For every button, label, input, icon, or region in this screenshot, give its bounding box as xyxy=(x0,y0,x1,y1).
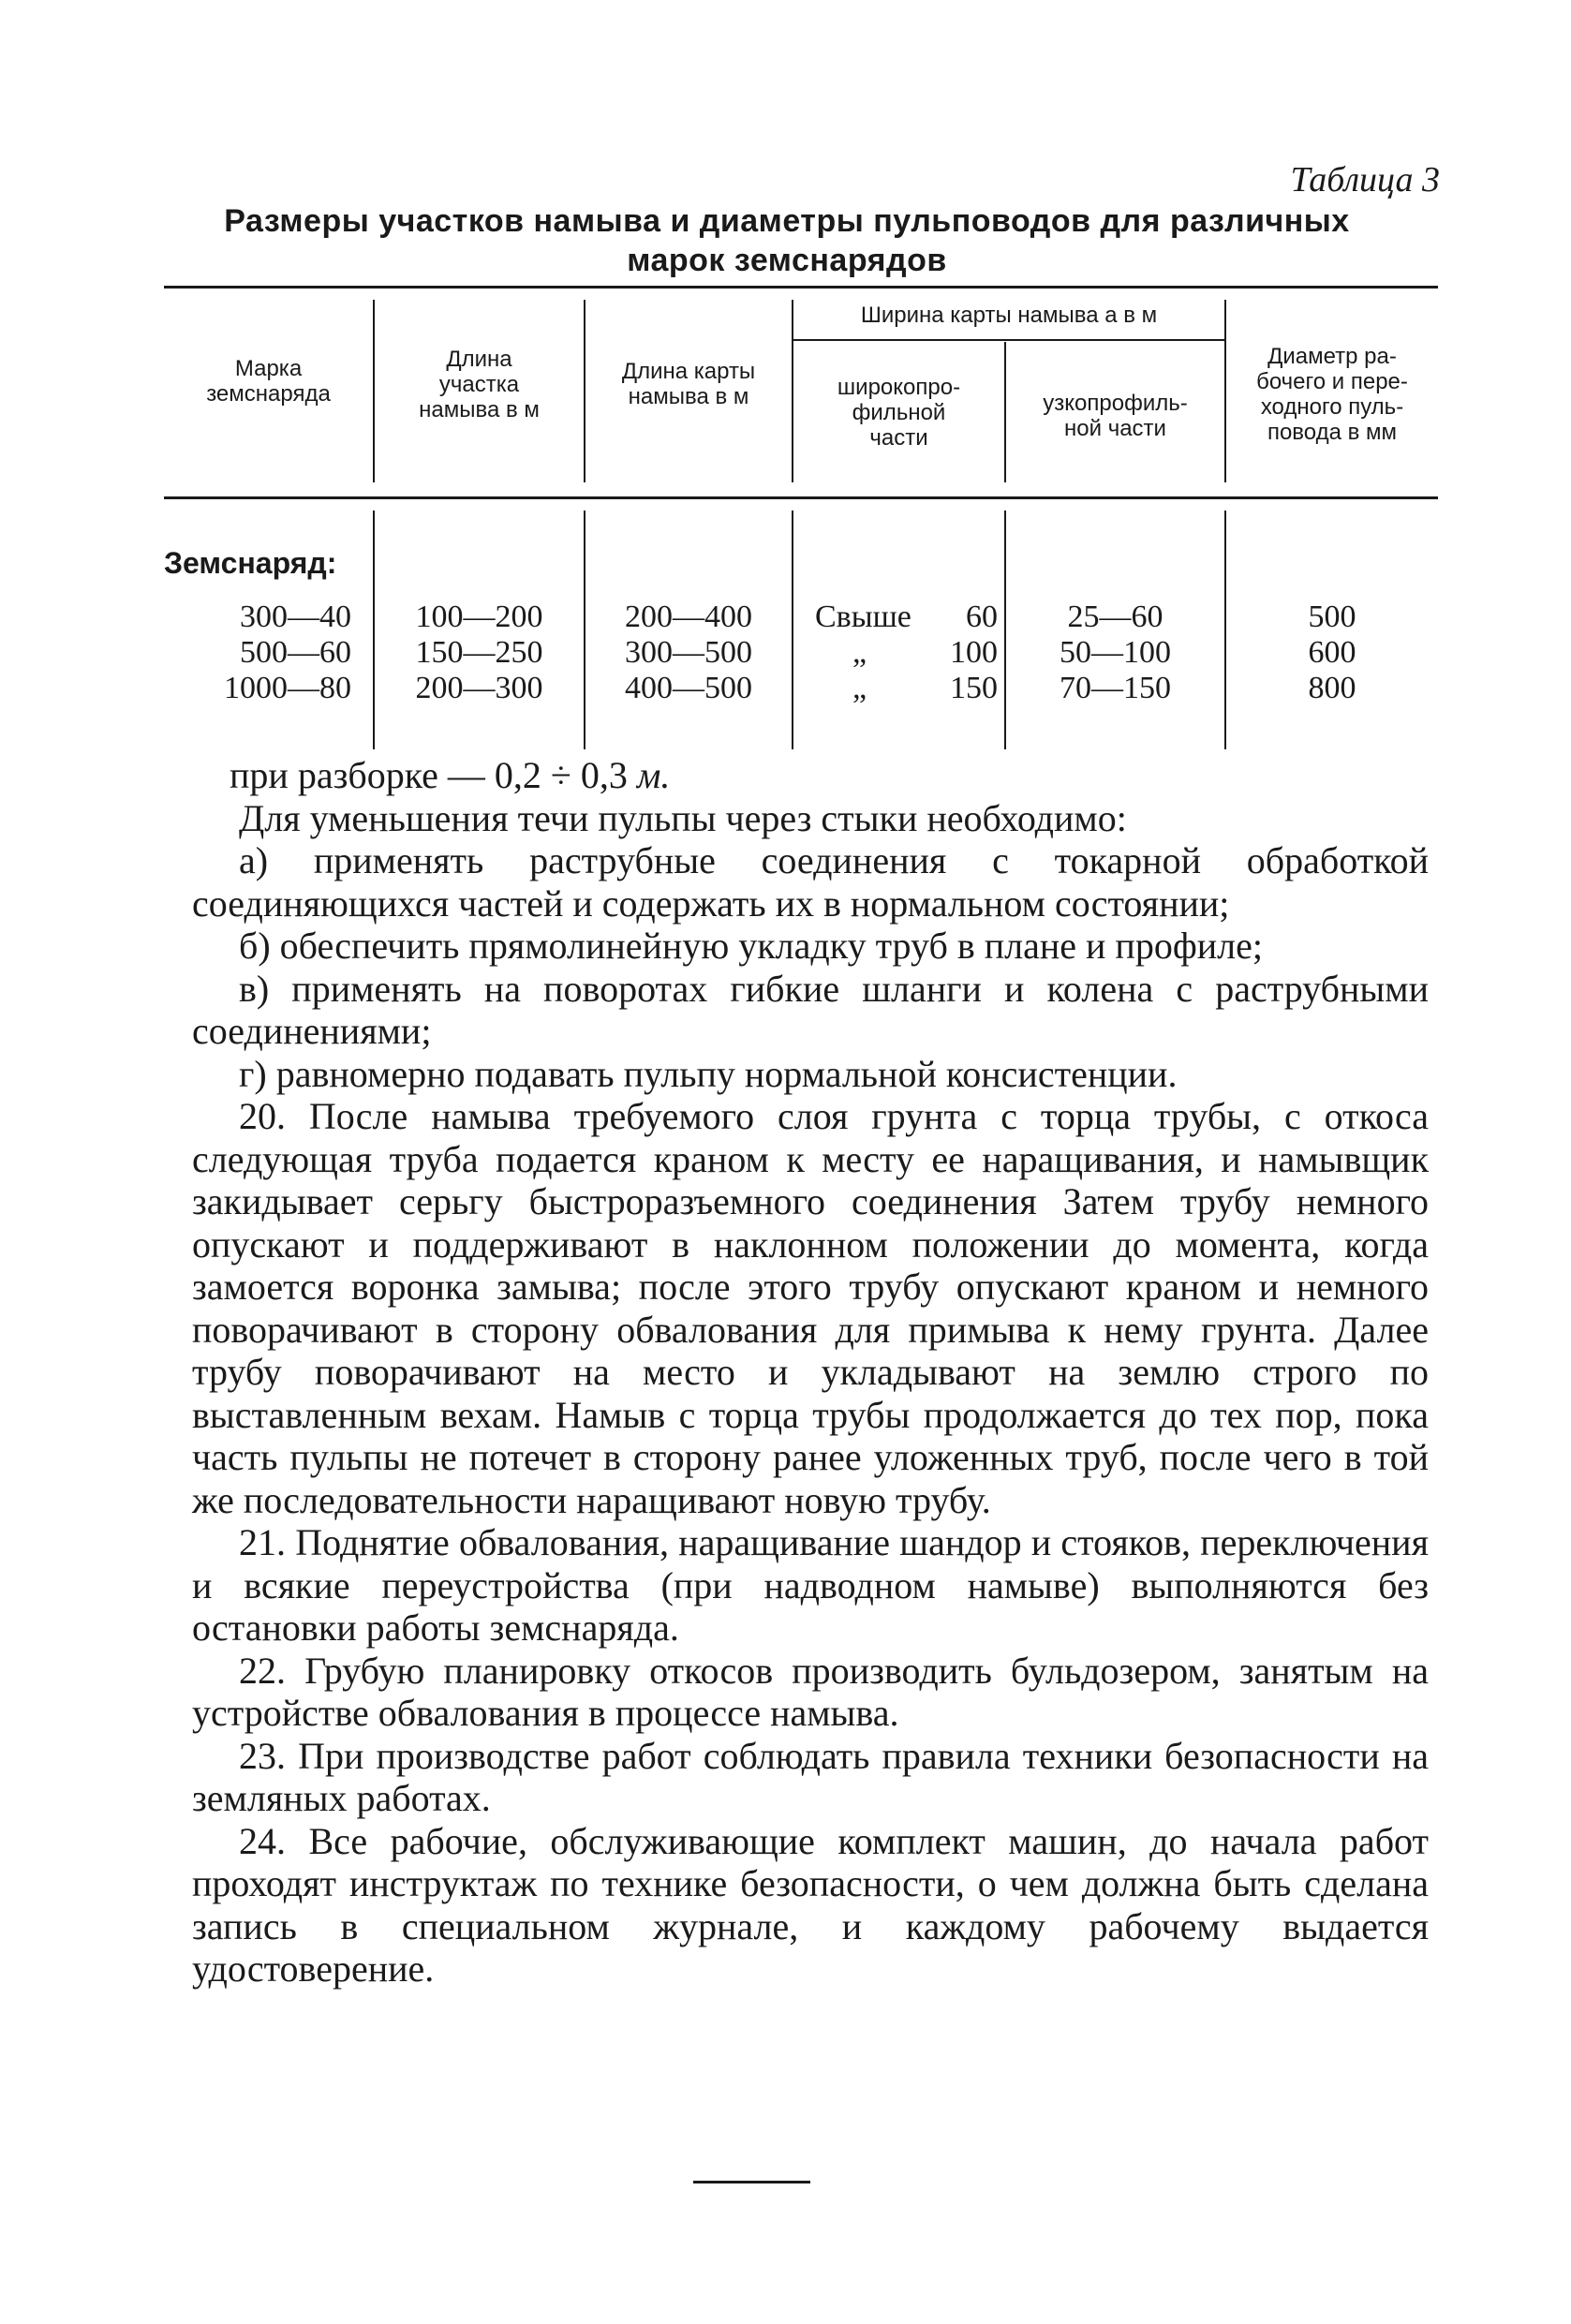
header-brand xyxy=(164,356,373,407)
header-narrow-part-line: ной части xyxy=(1064,416,1166,441)
header-pipe-diameter-line: ходного пуль- xyxy=(1260,394,1404,420)
paragraph-20: 20. После намыва требуемого слоя грунта с торца трубы, с откоса следующая труба подается краном к месту ее наращивания, и намывщик закидывает серьгу быстроразъемного соединения Затем трубу немного опускают и поддерживают в наклонном положении до момента, когда замоется воронка замыва; после этого трубу опускают краном и немного поворачивают в сторону обвалования для примыва к нему грунта. Далее трубу поворачивают на место и укладывают на землю строго по выставленным вехам. Намыв с торца трубы продолжается до тех пор, пока часть пульпы не потечет в сторону ранее уложенных труб, после чего в той же последовательности наращивают новую трубу. xyxy=(192,1095,1429,1521)
paragraph-23: 23. При производстве работ соблюдать правила техники безопасности на земляных работах. xyxy=(192,1734,1429,1819)
cell-map-length: 200—400 xyxy=(625,600,752,634)
dredger-table xyxy=(164,286,1438,749)
header-pipe-diameter xyxy=(1226,344,1438,445)
header-section-length xyxy=(375,347,584,422)
table-title xyxy=(164,201,1410,280)
unit-meters: м. xyxy=(636,754,671,796)
cell-wide-value: 60 xyxy=(966,600,998,634)
header-narrow-part-line: узкопрофиль- xyxy=(1043,391,1188,416)
header-section-length-line: участка xyxy=(438,372,520,397)
header-wide-part-line: широкопро- xyxy=(837,375,961,400)
cell-diameter: 800 xyxy=(1308,671,1356,705)
table-number-label: Таблица 3 xyxy=(1290,160,1440,200)
table-title-line-1: Размеры участков намыва и диаметры пульповодов для различных xyxy=(224,203,1350,239)
body-divider-3 xyxy=(792,511,793,749)
paragraph-dismantling-text: при разборке — 0,2 ÷ 0,3 xyxy=(230,754,637,796)
cell-narrow-width: 70—150 xyxy=(1060,671,1171,705)
paragraph-item-b: б) обеспечить прямолинейную укладку труб в плане и профиле; xyxy=(239,925,1263,967)
cell-wide-prefix: „ xyxy=(852,635,867,670)
cell-brand: 300—40 xyxy=(240,600,351,634)
paragraph-21: 21. Поднятие обвалования, наращивание шандор и стояков, переключения и всякие переустройства (при надводном намыве) выполняются без остановки работы земснаряда. xyxy=(192,1521,1429,1649)
header-pipe-diameter-line: Диаметр ра- xyxy=(1267,344,1397,369)
header-map-width-group: Ширина карты намыва a в м xyxy=(860,303,1158,328)
table-title-line-2: марок земснарядов xyxy=(627,243,947,278)
cell-diameter: 600 xyxy=(1308,635,1356,670)
cell-wide-prefix: Свыше xyxy=(815,600,911,634)
table-top-rule xyxy=(164,286,1438,289)
header-section-length-line: Длина xyxy=(446,347,512,372)
cell-wide-value: 100 xyxy=(950,635,998,670)
body-text xyxy=(192,754,1429,1991)
header-bottom-rule xyxy=(164,496,1438,499)
cell-section-length: 100—200 xyxy=(415,600,543,634)
cell-wide-value: 150 xyxy=(950,671,998,705)
header-brand-line: Марка xyxy=(234,356,303,381)
header-section-length-line: намыва в м xyxy=(419,397,540,422)
header-wide-part-line: части xyxy=(869,425,928,451)
cell-narrow-width: 50—100 xyxy=(1060,635,1171,670)
header-map-length xyxy=(585,359,792,409)
header-wide-part xyxy=(793,375,1004,451)
paragraph-24: 24. Все рабочие, обслуживающие комплект машин, до начала работ проходят инструктаж по технике безопасности, о чем должна быть сделана запись в специальном журнале, и каждому рабочему выдается удостоверение. xyxy=(192,1819,1429,1990)
header-narrow-part xyxy=(1006,391,1224,441)
cell-narrow-width: 25—60 xyxy=(1067,600,1163,634)
header-map-length-line: Длина карты xyxy=(621,359,756,384)
header-map-length-line: намыва в м xyxy=(628,384,749,409)
dredger-group-label: Земснаряд: xyxy=(164,546,337,580)
cell-section-length: 150—250 xyxy=(415,635,543,670)
header-brand-line: земснаряда xyxy=(206,381,331,407)
cell-brand: 1000—80 xyxy=(224,671,351,705)
cell-map-length: 300—500 xyxy=(625,635,752,670)
header-pipe-diameter-line: повода в мм xyxy=(1267,420,1398,445)
cell-section-length: 200—300 xyxy=(415,671,543,705)
paragraph-item-a: а) применять раструбные соединения с токарной обработкой соединяющихся частей и содержать их в нормальном состоянии; xyxy=(192,839,1429,925)
paragraph-dismantling xyxy=(192,754,1429,797)
cell-brand: 500—60 xyxy=(240,635,351,670)
paragraph-item-g: г) равномерно подавать пульпу нормальной консистенции. xyxy=(239,1052,1178,1095)
group-header-rule xyxy=(792,339,1224,341)
cell-map-length: 400—500 xyxy=(625,671,752,705)
header-wide-part-line: фильной xyxy=(852,400,946,425)
paragraph-item-v: в) применять на поворотах гибкие шланги и колена с раструбными соединениями; xyxy=(192,967,1429,1052)
cell-wide-prefix: „ xyxy=(852,671,867,705)
paragraph-leak-intro: Для уменьшения течи пульпы через стыки необходимо: xyxy=(239,796,1127,839)
end-divider xyxy=(693,2181,810,2183)
header-pipe-diameter-line: бочего и пере- xyxy=(1256,369,1408,394)
cell-diameter: 500 xyxy=(1308,600,1356,634)
paragraph-22: 22. Грубую планировку откосов производить бульдозером, занятым на устройстве обвалования в процессе намыва. xyxy=(192,1649,1429,1734)
